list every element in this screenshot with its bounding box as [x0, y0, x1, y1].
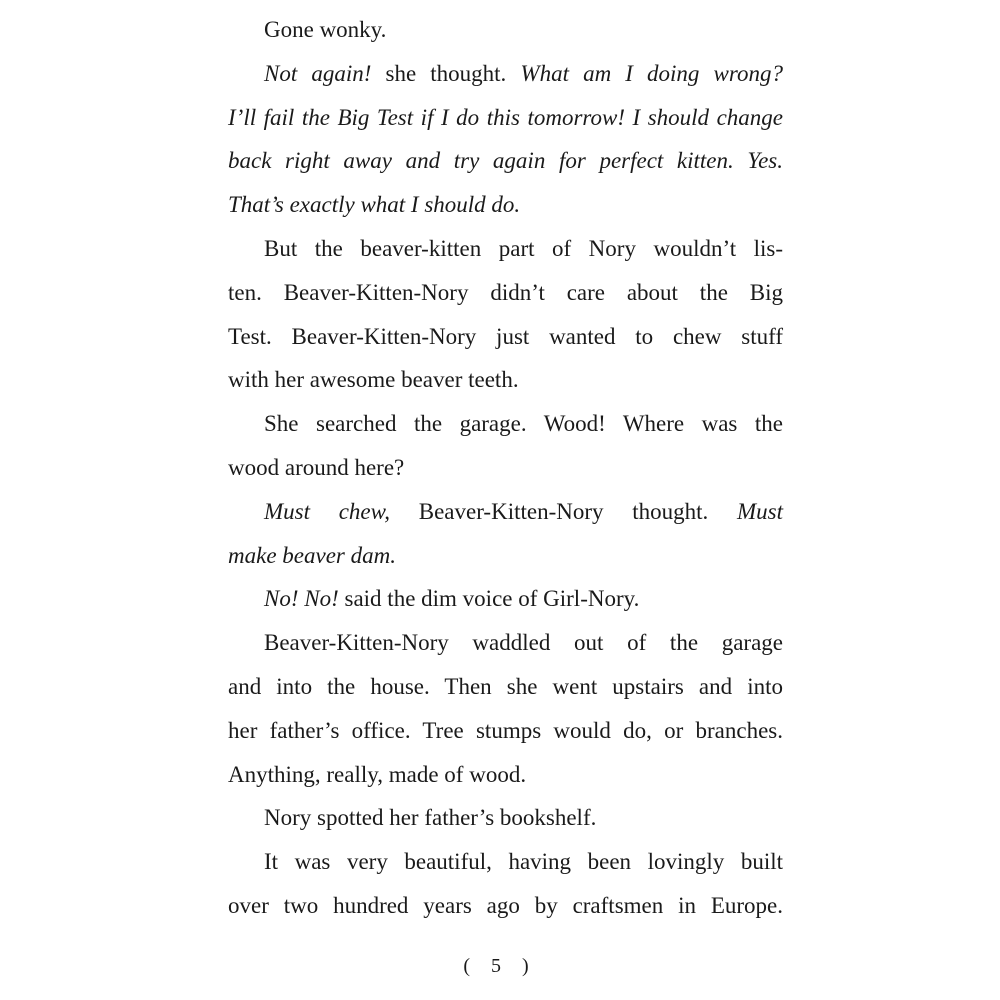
text-line	[228, 490, 783, 534]
text-line	[228, 709, 783, 753]
text: Anything, really, made of wood.	[228, 761, 527, 787]
text-line	[228, 227, 783, 271]
text-line	[228, 139, 783, 183]
text-line	[228, 52, 783, 96]
italic-text: I’ll fail the Big Test if I do this tomorrow! I should change	[228, 104, 783, 130]
text: She searched the garage. Wood! Where was the	[264, 411, 783, 437]
text-line	[228, 446, 783, 490]
text-line	[228, 796, 783, 840]
page-number: ( 5 )	[463, 955, 537, 977]
text: and into the house. Then she went upstairs and into	[228, 673, 783, 699]
text-line	[228, 884, 783, 928]
text: over two hundred years ago by craftsmen in Europe.	[228, 892, 783, 918]
text: Test. Beaver-Kitten-Nory just wanted to chew stuff	[228, 323, 783, 349]
text-line	[228, 8, 783, 52]
text: Beaver-Kitten-Nory thought.	[390, 498, 737, 524]
italic-text: Must	[736, 498, 783, 524]
text-line	[228, 665, 783, 709]
text: Gone wonky.	[264, 17, 387, 42]
text: Beaver-Kitten-Nory waddled out of the garage	[264, 630, 783, 656]
text-line	[228, 621, 783, 665]
italic-text: What am I doing wrong?	[520, 60, 783, 86]
text: said the dim voice of Girl-Nory.	[338, 586, 640, 612]
italic-text: No! No!	[264, 586, 339, 612]
italic-text: back right away and try again for perfect kitten. Yes.	[228, 148, 783, 174]
italic-text: make beaver dam.	[228, 542, 396, 568]
text: ten. Beaver-Kitten-Nory didn’t care about the Big	[228, 279, 783, 305]
text-line	[228, 840, 783, 884]
text: wood around here?	[228, 454, 405, 480]
text-line	[228, 315, 783, 359]
italic-text: Not again!	[264, 60, 372, 86]
text-line	[228, 577, 783, 621]
text-line	[228, 271, 783, 315]
text: But the beaver-kitten part of Nory wouldn’t lis-	[264, 235, 783, 261]
book-page-text	[228, 8, 783, 928]
text-line	[228, 753, 783, 797]
text-line	[228, 183, 783, 227]
text-line	[228, 358, 783, 402]
text: with her awesome beaver teeth.	[228, 367, 519, 393]
text: It was very beautiful, having been lovingly built	[264, 849, 783, 875]
text-line	[228, 534, 783, 578]
text-line	[228, 96, 783, 140]
text: Nory spotted her father’s bookshelf.	[264, 805, 597, 831]
italic-text: That’s exactly what I should do.	[228, 192, 521, 218]
text-line	[228, 402, 783, 446]
italic-text: Must chew,	[264, 498, 391, 524]
text: she thought.	[371, 60, 521, 86]
text: her father’s office. Tree stumps would do, or branches.	[228, 717, 783, 743]
